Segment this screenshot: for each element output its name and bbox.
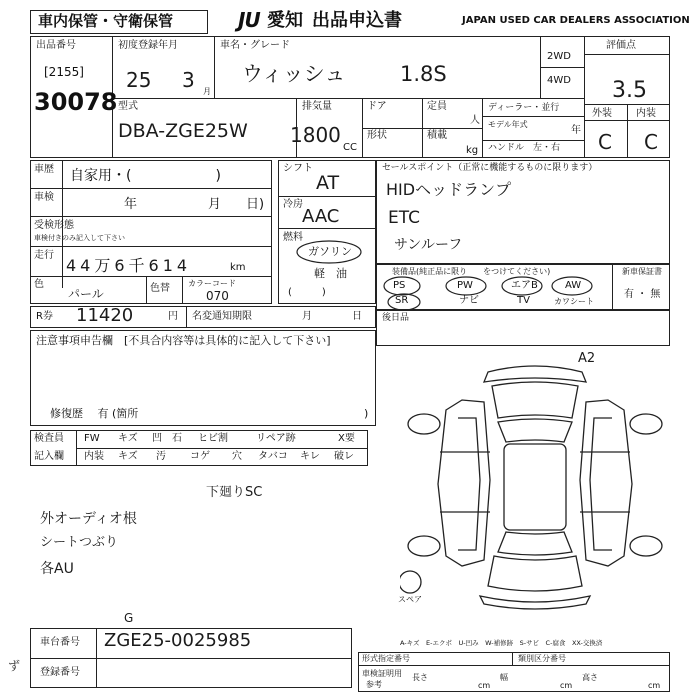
capacity-unit: 人: [470, 115, 480, 126]
car-rear-window-outline: [498, 532, 572, 555]
listing-bracket-number: [2155]: [44, 65, 84, 79]
registration-year: 25: [126, 68, 152, 92]
inspect-x: X要: [338, 433, 355, 444]
org-name: 愛知: [267, 10, 303, 31]
chassis-g-mark: G: [124, 611, 134, 625]
storage-tag: 車内保管・守衛保管: [38, 12, 174, 30]
mileage-unit: km: [230, 262, 246, 273]
certificate-label: 車検証明用: [362, 669, 402, 678]
equip-navi: ナビ: [459, 295, 479, 306]
interior-burn: コゲ: [190, 451, 210, 462]
mileage-value: 44万6千614: [66, 256, 192, 275]
inspection-day-unit: 日): [246, 197, 265, 212]
damage-legend: A-キズ E-エクボ U-凹み W-補修跡 S-サビ C-腐食 XX-交換済: [400, 639, 603, 647]
length-unit: cm: [478, 681, 491, 690]
shift-value: AT: [316, 172, 340, 194]
plate-label: 登録番号: [40, 667, 80, 678]
inspect-chip: 石: [172, 433, 182, 444]
car-left-side-outline: [438, 400, 490, 566]
car-front-outline: [484, 366, 586, 382]
car-damage-diagram: [400, 360, 670, 610]
width-unit: cm: [560, 681, 573, 690]
association-name: JAPAN USED CAR DEALERS ASSOCIATION: [462, 15, 690, 26]
new-car-warranty-label: 新車保証書: [622, 267, 662, 276]
displacement-value: 1800: [290, 123, 341, 147]
equip-leather-seat: カワシート: [554, 297, 594, 306]
inspection-note: 車検付きのみ記入して下さい: [34, 234, 125, 242]
recycle-value: 11420: [76, 305, 134, 326]
inspect-dent: 凹: [152, 433, 162, 444]
model-year-unit: 年: [571, 125, 581, 136]
model-year-label: モデル年式: [488, 120, 528, 129]
history-label: 車歴: [34, 164, 54, 175]
selling-point-2: ETC: [388, 208, 420, 228]
notes-label: 注意事項申告欄 [不具合内容等は具体的に記入して下さい]: [36, 334, 331, 347]
form-title: 出品申込書: [312, 10, 402, 31]
inspection-year-unit: 年: [124, 197, 138, 212]
fuel-gasoline: ガソリン: [308, 245, 352, 258]
displacement-unit: CC: [343, 142, 357, 153]
drive-2wd: 2WD: [547, 51, 571, 62]
color-label: 色: [34, 279, 44, 290]
model-name-label: 車名・グレード: [220, 40, 290, 51]
fuel-label: 燃料: [283, 232, 303, 243]
ju-logo-mark: JU: [238, 8, 260, 32]
type-value: DBA-ZGE25W: [118, 120, 248, 142]
equipment-label: 装備品(純正品に限り をつけてください): [392, 267, 551, 276]
repair-history-label: 修復歴 有 (箇所: [50, 407, 139, 420]
model-name: ウィッシュ: [242, 62, 346, 86]
after-items-label: 後日品: [382, 313, 410, 323]
color-value: パール: [68, 287, 104, 301]
recycle-unit: 円: [168, 311, 178, 322]
exterior-grade: C: [598, 130, 612, 154]
capacity-label: 定員: [427, 101, 447, 112]
selling-points-label: セールスポイント（正常に機能するものに限ります）: [382, 163, 598, 173]
history-value: 自家用・( ): [70, 168, 221, 184]
chassis-number: ZGE25-0025985: [104, 630, 252, 651]
dealer-label: ディーラー・並行: [488, 103, 560, 113]
interior-tobacco: タバコ: [258, 451, 288, 462]
color-code-value: 070: [206, 289, 229, 303]
registration-limit-day: 日: [352, 311, 362, 322]
inspect-scratch: キズ: [118, 433, 138, 444]
rating-label: 評価点: [606, 40, 636, 51]
equip-sr: SR: [395, 295, 409, 306]
first-registration-label: 初度登録年月: [118, 40, 178, 51]
car-windshield-outline: [498, 419, 572, 442]
ac-label: 冷房: [283, 199, 303, 210]
inspect-crack: ヒビ割: [198, 433, 228, 444]
repair-history-close: ): [364, 407, 369, 420]
load-unit: kg: [466, 145, 479, 156]
handwritten-note-2: 外オーディオ根: [40, 511, 137, 527]
fuel-other: ( ): [288, 287, 326, 298]
interior-grade: C: [644, 130, 658, 154]
color-change-label: 色替: [150, 283, 170, 294]
reference-label: 参考: [366, 680, 382, 689]
interior-label: 内装: [636, 108, 656, 119]
selling-point-1: HIDヘッドランプ: [386, 180, 512, 199]
width-label: 幅: [500, 673, 508, 682]
inspection-label: 車検: [34, 192, 54, 203]
equip-pw: PW: [457, 280, 473, 291]
registration-month: 3: [182, 68, 195, 92]
chassis-label: 車台番号: [40, 637, 80, 648]
diagram-note-a2: A2: [578, 351, 596, 366]
mileage-label: 走行: [34, 250, 54, 261]
warranty-options: 有 ・ 無: [624, 289, 661, 300]
registration-limit-label: 名変通知期限: [192, 311, 252, 322]
fuel-circle-mark: [295, 238, 363, 266]
height-label: 高さ: [582, 673, 598, 682]
side-mark: ず: [8, 659, 21, 673]
fuel-diesel: 軽 油: [314, 267, 347, 280]
height-unit: cm: [648, 681, 661, 690]
type-label: 型式: [118, 101, 138, 112]
equip-aw: AW: [565, 280, 582, 291]
after-items-block: [376, 310, 670, 346]
inspection-month-unit: 月: [208, 197, 222, 212]
inspect-fw: FW: [84, 433, 100, 444]
model-grade: 1.8S: [400, 62, 447, 86]
equip-tv: TV: [517, 295, 530, 306]
handwritten-note-1: 下廻りSC: [206, 485, 263, 500]
shift-label: シフト: [283, 163, 313, 174]
car-roof-outline: [504, 444, 566, 530]
inspector-label-1: 検査員: [34, 433, 64, 444]
car-hood-outline: [492, 382, 578, 418]
inspector-label-2: 記入欄: [34, 451, 64, 462]
interior-hole: 穴: [232, 451, 242, 462]
handwritten-note-3: シートつぶり: [40, 535, 119, 550]
equip-airbag: エアB: [511, 280, 538, 291]
load-label: 積載: [427, 130, 447, 141]
drive-4wd: 4WD: [547, 75, 571, 86]
interior-tag: 内装: [84, 451, 104, 462]
interior-tear: 破レ: [334, 451, 354, 462]
registration-month-unit: 月: [203, 87, 211, 96]
inspect-repair: リペア跡: [256, 433, 296, 444]
equipment-circle-marks: [380, 267, 612, 312]
interior-cut: キレ: [300, 451, 320, 462]
displacement-label: 排気量: [302, 101, 332, 112]
form-spec-label: 形式指定番号: [362, 654, 410, 663]
exterior-label: 外装: [592, 108, 612, 119]
handle-label: ハンドル 左・右: [488, 143, 561, 153]
rating-score: 3.5: [612, 78, 647, 103]
spare-tire-label: スペア: [398, 595, 422, 604]
interior-stain: 汚: [156, 451, 166, 462]
car-right-side-outline: [580, 400, 632, 566]
handwritten-note-4: 各AU: [40, 561, 74, 577]
listing-number-label: 出品番号: [36, 40, 76, 51]
shape-label: 形状: [367, 130, 387, 141]
door-label: ドア: [367, 101, 387, 112]
ac-value: AAC: [302, 206, 340, 227]
equip-ps: PS: [393, 280, 406, 291]
length-label: 長さ: [412, 673, 428, 682]
lot-number: 30078: [34, 88, 118, 116]
category-label: 類別区分番号: [518, 654, 566, 663]
interior-scratch: キズ: [118, 451, 138, 462]
car-rear-outline: [488, 556, 582, 591]
selling-point-3: サンルーフ: [394, 237, 463, 253]
color-code-label: カラーコード: [188, 279, 236, 288]
registration-limit-month: 月: [302, 311, 312, 322]
inspection-form-label: 受検形態: [34, 220, 74, 231]
recycle-label: R券: [36, 311, 53, 322]
